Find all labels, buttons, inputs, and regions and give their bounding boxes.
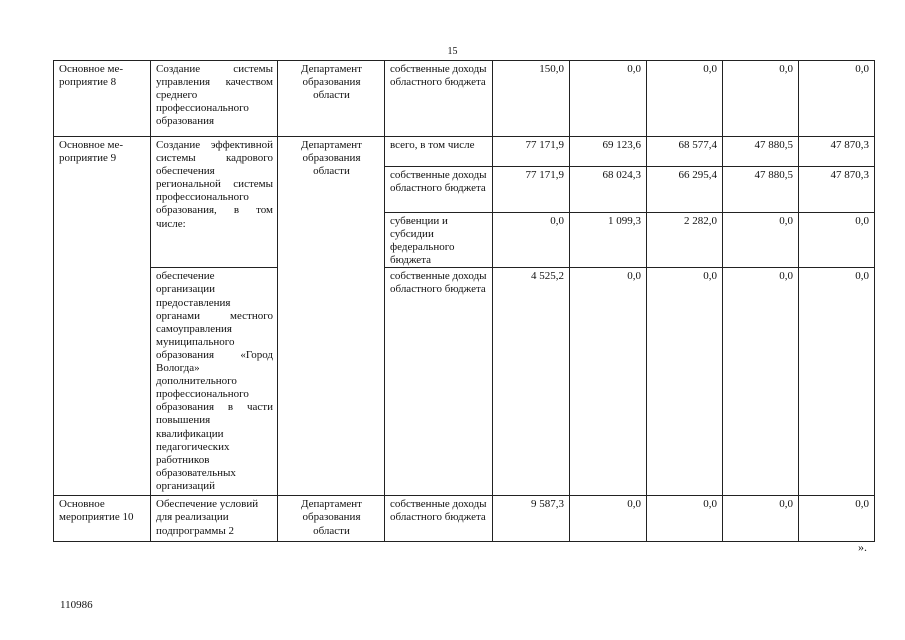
description-cell: Создание эффективной системы кадрового обеспечения региональной системы профессионального образования, в том числе: [151,137,278,268]
document-code: 110986 [60,599,93,611]
description-cell: Создание системы управления качеством среднего профессионального образования [151,61,278,137]
value-cell: 0,0 [799,61,875,137]
value-cell: 2 282,0 [647,213,723,268]
value-cell: 69 123,6 [570,137,647,167]
value-cell: 66 295,4 [647,167,723,213]
source-cell: собственные доходы областного бюджета [385,496,493,542]
event-cell: Основное ме-роприятие 8 [54,61,151,137]
value-cell: 0,0 [647,61,723,137]
value-cell: 47 880,5 [723,167,799,213]
value-cell: 68 024,3 [570,167,647,213]
budget-table [53,60,875,542]
value-cell: 0,0 [799,213,875,268]
event-cell: Основное ме-роприятие 9 [54,137,151,496]
value-cell: 0,0 [570,496,647,542]
value-cell: 0,0 [570,61,647,137]
value-cell: 47 880,5 [723,137,799,167]
table-row [54,496,875,542]
table-row [54,61,875,137]
value-cell: 0,0 [723,268,799,496]
value-cell: 0,0 [493,213,570,268]
value-cell: 47 870,3 [799,137,875,167]
value-cell: 0,0 [647,268,723,496]
source-cell: всего, в том числе [385,137,493,167]
value-cell: 4 525,2 [493,268,570,496]
value-cell: 77 171,9 [493,137,570,167]
executor-cell: Департамент образования области [278,496,385,542]
value-cell: 1 099,3 [570,213,647,268]
closing-quote: ». [858,540,867,554]
value-cell: 0,0 [723,213,799,268]
page-number: 15 [447,46,458,57]
table-row [54,137,875,167]
value-cell: 77 171,9 [493,167,570,213]
value-cell: 0,0 [647,496,723,542]
source-cell: собственные доходы областного бюджета [385,167,493,213]
value-cell: 0,0 [723,496,799,542]
table-row [54,268,875,496]
source-cell: собственные доходы областного бюджета [385,61,493,137]
executor-cell: Департамент образования области [278,137,385,496]
value-cell: 150,0 [493,61,570,137]
description-cell: Обеспечение условий для реализации подпрограммы 2 [151,496,278,542]
value-cell: 0,0 [799,268,875,496]
event-cell: Основное мероприятие 10 [54,496,151,542]
source-cell: субвенции и субсидии федерального бюджета [385,213,493,268]
value-cell: 0,0 [799,496,875,542]
value-cell: 9 587,3 [493,496,570,542]
executor-cell: Департамент образования области [278,61,385,137]
value-cell: 0,0 [723,61,799,137]
description-cell: обеспечение организации предоставления органами местного самоуправления муниципального образования «Город Вологда» дополнительного профессионального образования в части повышения квалификации педагогических работников образовательных организаций [151,268,278,496]
value-cell: 68 577,4 [647,137,723,167]
source-cell: собственные доходы областного бюджета [385,268,493,496]
value-cell: 0,0 [570,268,647,496]
value-cell: 47 870,3 [799,167,875,213]
